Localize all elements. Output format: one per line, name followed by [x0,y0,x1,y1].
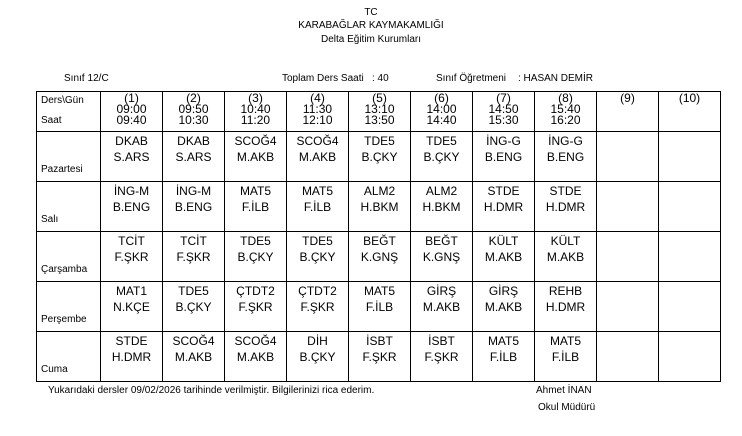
lesson-code: TDE5 [364,134,395,148]
lesson-teacher: F.ŞKR [238,300,273,314]
lesson-cell [473,132,535,182]
lesson-cell [101,282,163,332]
lesson-cell [287,332,349,382]
period-start-time: 14:00 [426,102,457,116]
corner-top-label: Ders\Gün [41,94,84,106]
class-teacher-label: Sınıf Öğretmeni [436,73,507,84]
lesson-cell [101,332,163,382]
lesson-cell [411,232,473,282]
day-row [37,132,721,182]
class-teacher-value: : HASAN DEMİR [518,73,594,84]
period-number: (10) [678,91,701,105]
period-start-time: 14:50 [488,102,519,116]
period-header [287,92,349,132]
lesson-teacher: F.ŞKR [424,350,459,364]
period-end-time: 11:20 [240,113,271,127]
lesson-teacher: B.ÇKY [175,300,212,314]
lesson-teacher: F.ŞKR [300,300,335,314]
lesson-code: TDE5 [240,234,271,248]
total-hours-label: Toplam Ders Saati [282,73,364,84]
lesson-teacher: M.AKB [236,150,275,164]
day-row [37,282,721,332]
day-row [37,182,721,232]
lesson-code: MAT5 [363,284,396,298]
lesson-teacher: B.ÇKY [423,150,460,164]
period-number: (9) [620,91,635,105]
period-end-time: 16:20 [550,113,581,127]
lesson-teacher: M.AKB [484,250,523,264]
corner-bottom-label: Saat [41,114,62,126]
lesson-cell [349,132,411,182]
lesson-cell [473,182,535,232]
day-name: Salı [37,182,101,232]
lesson-cell [287,132,349,182]
lesson-cell [659,332,721,382]
lesson-code: BEĞT [425,234,458,248]
lesson-cell [225,132,287,182]
lesson-teacher: M.AKB [484,300,523,314]
lesson-cell [163,132,225,182]
period-start-time: 10:40 [240,102,271,116]
period-header [597,92,659,132]
lesson-code: KÜLT [550,234,581,248]
lesson-code: ÇTDT2 [236,284,275,298]
lesson-code: İNG-M [113,184,150,198]
lesson-code: SCOĞ4 [234,134,277,148]
lesson-code: İNG-G [486,134,521,148]
period-header [225,92,287,132]
lesson-code: TCİT [180,234,207,248]
lesson-cell [287,282,349,332]
period-start-time: 11:30 [302,102,333,116]
lesson-code: SCOĞ4 [296,134,339,148]
lesson-teacher: M.AKB [546,250,585,264]
lesson-code: ÇTDT2 [298,284,337,298]
lesson-code: BEĞT [363,234,396,248]
lesson-code: TDE5 [302,234,333,248]
lesson-teacher: K.GNŞ [360,250,399,264]
lesson-cell [473,282,535,332]
period-end-time: 14:40 [426,113,457,127]
lesson-cell [535,282,597,332]
lesson-cell [473,232,535,282]
period-start-time: 15:40 [550,102,581,116]
lesson-teacher: F.ŞKR [114,250,149,264]
period-end-time: 10:30 [178,113,209,127]
lesson-code: SCOĞ4 [172,334,215,348]
lesson-code: GİRŞ [488,284,519,298]
lesson-teacher: M.AKB [422,300,461,314]
lesson-teacher: F.İLB [303,200,332,214]
class-label: Sınıf [64,73,85,84]
period-end-time: 12:10 [302,113,333,127]
header-tc: TC [364,7,378,18]
lesson-cell [411,282,473,332]
lesson-code: STDE [487,184,520,198]
lesson-code: DİH [307,334,328,348]
period-start-time: 09:00 [116,102,147,116]
lesson-cell [225,332,287,382]
lesson-teacher: B.ÇKY [299,250,336,264]
lesson-teacher: F.İLB [489,350,518,364]
lesson-cell [535,182,597,232]
period-end-time: 09:40 [116,113,147,127]
day-name: Pazartesi [37,132,101,182]
lesson-cell [597,332,659,382]
total-hours-value: : 40 [372,73,389,84]
lesson-code: STDE [549,184,582,198]
lesson-cell [597,182,659,232]
lesson-code: DKAB [177,134,210,148]
lesson-teacher: B.ÇKY [299,350,336,364]
signer-title: Okul Müdürü [538,402,596,413]
day-name: Cuma [37,332,101,382]
lesson-cell [101,132,163,182]
period-start-time: 13:10 [364,102,395,116]
lesson-cell [349,282,411,332]
lesson-cell [411,132,473,182]
lesson-cell [597,282,659,332]
lesson-cell [535,132,597,182]
lesson-code: MAT5 [301,184,334,198]
lesson-teacher: B.ÇKY [361,150,398,164]
lesson-teacher: H.DMR [111,350,152,364]
period-number: (4) [310,91,325,105]
lesson-cell [597,132,659,182]
lesson-cell [163,182,225,232]
period-end-time: 15:30 [488,113,519,127]
lesson-cell [659,282,721,332]
lesson-code: TCİT [118,234,145,248]
day-name: Çarşamba [37,232,101,282]
lesson-teacher: H.DMR [545,200,586,214]
day-name: Perşembe [37,282,101,332]
signer-name: Ahmet İNAN [536,385,592,396]
lesson-teacher: S.ARS [113,150,150,164]
lesson-code: MAT5 [487,334,520,348]
period-number: (3) [248,91,263,105]
period-header [101,92,163,132]
lesson-teacher: M.AKB [298,150,337,164]
lesson-cell [659,132,721,182]
header-authority: KARABAĞLAR KAYMAKAMLIĞI [298,20,444,31]
lesson-cell [659,182,721,232]
lesson-teacher: F.İLB [241,200,270,214]
lesson-teacher: H.BKM [422,200,461,214]
lesson-cell [225,282,287,332]
period-header [411,92,473,132]
lesson-teacher: B.ÇKY [237,250,274,264]
period-number: (1) [124,91,139,105]
lesson-cell [163,332,225,382]
period-header [535,92,597,132]
lesson-cell [101,232,163,282]
lesson-teacher: M.AKB [174,350,213,364]
lesson-teacher: B.ENG [174,200,213,214]
lesson-cell [349,232,411,282]
lesson-code: ALM2 [425,184,458,198]
period-header [473,92,535,132]
lesson-code: MAT5 [239,184,272,198]
lesson-teacher: H.DMR [545,300,586,314]
header-institution: Delta Eğitim Kurumları [320,34,422,45]
footer-note: Yukarıdaki dersler 09/02/2026 tarihinde verilmiştir. Bilgilerinizi rica ederim. [48,385,375,396]
lesson-code: SCOĞ4 [234,334,277,348]
header-row [37,92,721,132]
lesson-cell [535,332,597,382]
lesson-code: TDE5 [426,134,457,148]
period-number: (2) [186,91,201,105]
lesson-teacher: B.ENG [484,150,523,164]
lesson-teacher: H.BKM [360,200,399,214]
lesson-code: İSBT [428,334,455,348]
period-header [163,92,225,132]
lesson-cell [163,232,225,282]
lesson-code: İSBT [366,334,393,348]
day-row [37,232,721,282]
corner-cell [37,92,101,132]
period-number: (6) [434,91,449,105]
lesson-code: TDE5 [178,284,209,298]
period-number: (7) [496,91,511,105]
timetable [36,91,721,382]
lesson-teacher: F.ŞKR [362,350,397,364]
lesson-cell [411,332,473,382]
lesson-code: GİRŞ [426,284,457,298]
period-end-time: 13:50 [364,113,395,127]
lesson-cell [225,182,287,232]
period-header [349,92,411,132]
lesson-teacher: H.DMR [483,200,524,214]
lesson-cell [349,182,411,232]
lesson-code: MAT1 [115,284,148,298]
period-header [659,92,721,132]
period-number: (5) [372,91,387,105]
lesson-cell [101,182,163,232]
lesson-teacher: B.ENG [546,150,585,164]
lesson-cell [659,232,721,282]
lesson-teacher: F.İLB [551,350,580,364]
lesson-cell [597,232,659,282]
lesson-code: STDE [115,334,148,348]
day-row [37,332,721,382]
lesson-teacher: K.GNŞ [422,250,461,264]
lesson-cell [411,182,473,232]
lesson-cell [473,332,535,382]
lesson-cell [163,282,225,332]
period-start-time: 09:50 [178,102,209,116]
lesson-cell [287,232,349,282]
lesson-cell [535,232,597,282]
lesson-teacher: S.ARS [175,150,212,164]
lesson-code: KÜLT [488,234,519,248]
lesson-cell [349,332,411,382]
lesson-code: MAT5 [549,334,582,348]
lesson-cell [225,232,287,282]
lesson-teacher: N.KÇE [113,300,150,314]
lesson-teacher: F.İLB [365,300,394,314]
lesson-teacher: M.AKB [236,350,275,364]
lesson-code: REHB [548,284,583,298]
lesson-teacher: B.ENG [112,200,151,214]
lesson-code: İNG-G [548,134,583,148]
lesson-code: DKAB [115,134,148,148]
lesson-cell [287,182,349,232]
class-value: : 12/C [82,73,109,84]
lesson-code: İNG-M [175,184,212,198]
lesson-teacher: F.ŞKR [176,250,211,264]
lesson-code: ALM2 [363,184,396,198]
period-number: (8) [558,91,573,105]
